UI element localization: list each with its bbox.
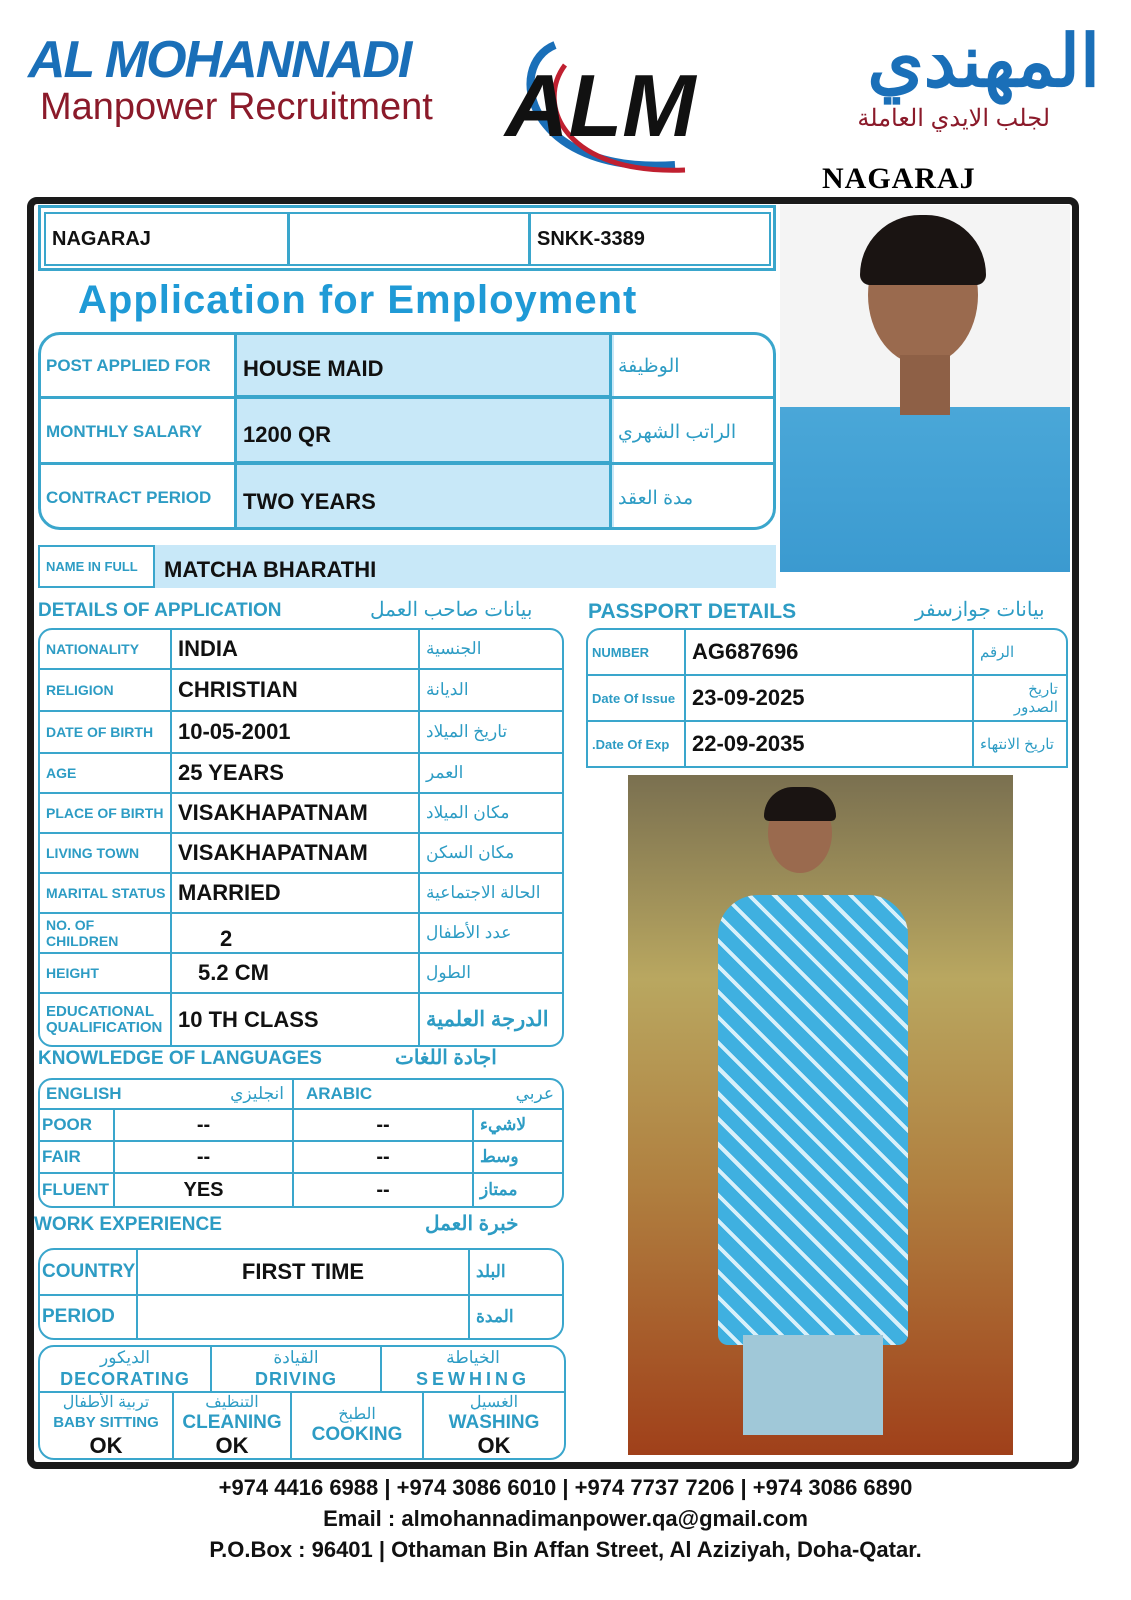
skill-washing (422, 1391, 566, 1460)
detail-value: 25 YEARS (170, 752, 420, 794)
skill-english: BABY SITTING (53, 1413, 159, 1431)
form-title: Application for Employment (78, 278, 638, 322)
detail-value: 10-05-2001 (170, 710, 420, 754)
detail-label: DATE OF BIRTH (38, 710, 172, 754)
detail-arabic: مكان السكن (418, 832, 564, 874)
passport-label: NUMBER (586, 628, 686, 676)
detail-label: RELIGION (38, 668, 172, 712)
agent-name: NAGARAJ (44, 212, 289, 266)
work-title: WORK EXPERIENCE (34, 1214, 222, 1235)
detail-value: 5.2 CM (170, 952, 420, 994)
detail-value: INDIA (170, 628, 420, 670)
passport-label: .Date Of Exp (586, 720, 686, 768)
blank-field (288, 212, 530, 266)
skill-decorating (38, 1345, 212, 1393)
skill-english: DECORATING (60, 1369, 190, 1389)
period-label: PERIOD (38, 1294, 138, 1340)
skill-arabic: التنظيف (205, 1393, 259, 1411)
arabic-level-value: -- (292, 1140, 474, 1174)
english-level-value: YES (113, 1172, 294, 1208)
detail-label: AGE (38, 752, 172, 794)
post-row-arabic: الوظيفة (618, 355, 680, 377)
arabic-level-value: -- (292, 1108, 474, 1142)
languages-title-arabic: اجادة اللغات (395, 1047, 497, 1069)
detail-label: NO. OF CHILDREN (38, 912, 172, 954)
post-row-value: TWO YEARS (234, 464, 612, 530)
passport-arabic: تاريخ الصدور (972, 674, 1068, 722)
candidate-label: NAGARAJ (822, 162, 976, 195)
arabic-level-value: -- (292, 1172, 474, 1208)
languages-title: KNOWLEDGE OF LANGUAGES (38, 1048, 322, 1069)
skill-mark: OK (477, 1432, 511, 1458)
footer-email: Email : almohannadimanpower.qa@gmail.com (323, 1506, 808, 1531)
skill-arabic: الغسيل (469, 1393, 519, 1411)
detail-label: LIVING TOWN (38, 832, 172, 874)
period-value (136, 1294, 470, 1340)
skill-arabic: القيادة (273, 1348, 319, 1367)
reference-number: SNKK-3389 (529, 212, 771, 266)
detail-label: NATIONALITY (38, 628, 172, 670)
detail-label: MARITAL STATUS (38, 872, 172, 914)
details-title: DETAILS OF APPLICATION (38, 600, 282, 621)
language-level-arabic: لاشيء (472, 1108, 564, 1142)
arabic-header: ARABIC عربي (292, 1078, 564, 1110)
post-row-label: CONTRACT PERIOD (46, 488, 212, 507)
passport-value: 23-09-2025 (684, 674, 974, 722)
detail-arabic: مكان الميلاد (418, 792, 564, 834)
footer (0, 1472, 1131, 1565)
skill-mark: OK (215, 1432, 249, 1458)
detail-label: PLACE OF BIRTH (38, 792, 172, 834)
detail-arabic: الطول (418, 952, 564, 994)
footer-phones: +974 4416 6988 | +974 3086 6010 | +974 7737 7206 | +974 3086 6890 (218, 1475, 913, 1500)
skill-cooking (290, 1391, 424, 1460)
post-row-value: 1200 QR (234, 398, 612, 464)
skill-driving (210, 1345, 382, 1393)
passport-label: Date Of Issue (586, 674, 686, 722)
detail-arabic: الدرجة العلمية (418, 992, 564, 1047)
post-row-label: POST APPLIED FOR (46, 356, 211, 375)
work-title-arabic: خبرة العمل (425, 1213, 519, 1235)
detail-arabic: عدد الأطفال (418, 912, 564, 954)
post-row-value: HOUSE MAID (234, 332, 612, 398)
country-value: FIRST TIME (136, 1248, 470, 1296)
language-level-label: POOR (38, 1108, 115, 1142)
passport-arabic: الرقم (972, 628, 1068, 676)
post-row-arabic: الراتب الشهري (618, 421, 737, 443)
skill-english: SEWHING (415, 1369, 530, 1389)
name-label: NAME IN FULL (38, 545, 155, 588)
english-level-value: -- (113, 1108, 294, 1142)
skill-arabic: الخياطة (446, 1348, 500, 1367)
language-level-arabic: ممتاز (472, 1172, 564, 1208)
skill-arabic: الديكور (100, 1348, 150, 1367)
alm-logo: ALM (495, 25, 720, 175)
detail-value: MARRIED (170, 872, 420, 914)
language-level-arabic: وسط (472, 1140, 564, 1174)
english-level-value: -- (113, 1140, 294, 1174)
full-length-photo (628, 775, 1013, 1455)
passport-value: AG687696 (684, 628, 974, 676)
period-label-arabic: المدة (468, 1294, 564, 1340)
company-logo (28, 30, 488, 140)
skill-english: DRIVING (254, 1369, 337, 1389)
language-level-label: FLUENT (38, 1172, 115, 1208)
detail-arabic: الجنسية (418, 628, 564, 670)
skill-mark: OK (89, 1432, 123, 1458)
company-name-arabic: المهندي لجلب الايدي العاملة (857, 22, 1100, 132)
detail-value: VISAKHAPATNAM (170, 832, 420, 874)
passport-title: PASSPORT DETAILS (588, 600, 797, 623)
detail-arabic: تاريخ الميلاد (418, 710, 564, 754)
passport-value: 22-09-2035 (684, 720, 974, 768)
full-name: MATCHA BHARATHI (164, 557, 377, 582)
detail-arabic: الديانة (418, 668, 564, 712)
detail-value: 2 (170, 912, 420, 954)
skill-english: COOKING (311, 1423, 403, 1445)
detail-value: 10 TH CLASS (170, 992, 420, 1047)
country-label: COUNTRY (38, 1248, 138, 1296)
detail-arabic: الحالة الاجتماعية (418, 872, 564, 914)
skill-arabic: الطبخ (338, 1405, 376, 1423)
country-label-arabic: البلد (468, 1248, 564, 1296)
footer-address: P.O.Box : 96401 | Othaman Bin Affan Street, Al Aziziyah, Doha-Qatar. (209, 1537, 922, 1562)
detail-label: EDUCATIONAL QUALIFICATION (38, 992, 172, 1047)
skill-cleaning (172, 1391, 292, 1460)
company-subtitle: Manpower Recruitment (40, 86, 433, 128)
passport-title-arabic: بيانات جوازسفر (915, 599, 1045, 621)
detail-value: CHRISTIAN (170, 668, 420, 712)
passport-arabic: تاريخ الانتهاء (972, 720, 1068, 768)
english-header: ENGLISH انجليزي (38, 1078, 294, 1110)
skill-english: CLEANING (182, 1411, 282, 1433)
language-level-label: FAIR (38, 1140, 115, 1174)
detail-value: VISAKHAPATNAM (170, 792, 420, 834)
post-row-label: MONTHLY SALARY (46, 422, 203, 441)
details-title-arabic: بيانات صاحب العمل (370, 599, 533, 621)
detail-label: HEIGHT (38, 952, 172, 994)
detail-arabic: العمر (418, 752, 564, 794)
skill-sewhing (380, 1345, 566, 1393)
post-row-arabic: مدة العقد (618, 487, 694, 509)
company-name: AL MOHANNADI (28, 31, 411, 89)
portrait-photo (780, 205, 1070, 572)
skill-baby-sitting (38, 1391, 174, 1460)
skill-arabic: تربية الأطفال (62, 1393, 150, 1411)
skill-english: WASHING (448, 1411, 540, 1433)
